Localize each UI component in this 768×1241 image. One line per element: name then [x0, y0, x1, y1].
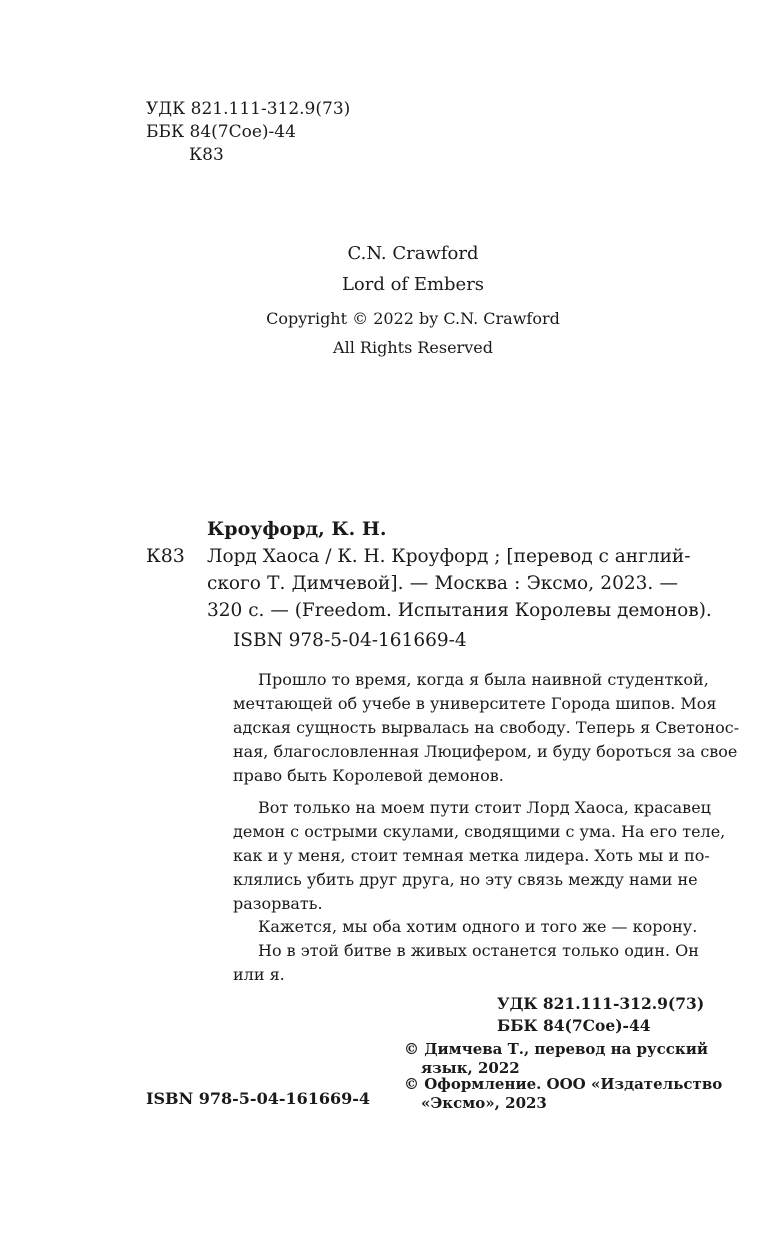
record-author-mark: К83	[146, 545, 185, 567]
translation-copyright: © Димчева Т., перевод на русский	[404, 1040, 708, 1058]
author-mark: К83	[189, 145, 224, 165]
annotation-line: адская сущность вырвалась на свободу. Теперь я Светонос-	[233, 718, 740, 737]
record-line: ского Т. Димчевой]. — Москва : Эксмо, 2023. —	[207, 573, 678, 594]
udk-code: УДК 821.111-312.9(73)	[146, 99, 351, 119]
translation-copyright-cont: язык, 2022	[421, 1059, 520, 1077]
annotation-line: клялись убить друг друга, но эту связь между нами не	[233, 870, 698, 889]
annotation-line: ная, благословленная Люцифером, и буду бороться за свое	[233, 742, 738, 761]
bbk-code-bottom: ББК 84(7Сое)-44	[497, 1016, 651, 1035]
design-copyright: © Оформление. ООО «Издательство	[404, 1075, 723, 1093]
design-copyright-cont: «Эксмо», 2023	[421, 1094, 547, 1112]
annotation-line: Прошло то время, когда я была наивной студенткой,	[258, 670, 709, 689]
annotation-line: Но в этой битве в живых останется только один. Он	[258, 941, 699, 960]
annotation-line: или я.	[233, 965, 285, 984]
isbn-bottom: ISBN 978-5-04-161669-4	[146, 1089, 371, 1108]
annotation-line: как и у меня, стоит темная метка лидера. Хоть мы и по-	[233, 846, 710, 865]
original-author: C.N. Crawford	[347, 243, 479, 264]
annotation-line: демон с острыми скулами, сводящими с ума. На его теле,	[233, 822, 726, 841]
record-isbn: ISBN 978-5-04-161669-4	[233, 630, 467, 651]
udk-code-bottom: УДК 821.111-312.9(73)	[497, 994, 705, 1013]
original-copyright: Copyright © 2022 by C.N. Crawford	[266, 309, 560, 328]
bbk-code: ББК 84(7Сое)-44	[146, 122, 296, 142]
annotation-line: право быть Королевой демонов.	[233, 766, 504, 785]
record-line: Лорд Хаоса / К. Н. Кроуфорд ; [перевод с англий-	[207, 546, 691, 567]
annotation-line: мечтающей об учебе в университете Города шипов. Моя	[233, 694, 717, 713]
annotation-line: Вот только на моем пути стоит Лорд Хаоса, красавец	[258, 798, 711, 817]
record-author-heading: Кроуфорд, К. Н.	[207, 518, 387, 540]
record-line: 320 с. — (Freedom. Испытания Королевы демонов).	[207, 600, 712, 621]
original-rights: All Rights Reserved	[333, 338, 493, 357]
annotation-line: разорвать.	[233, 894, 323, 913]
annotation-line: Кажется, мы оба хотим одного и того же — корону.	[258, 917, 698, 936]
original-title: Lord of Embers	[341, 274, 485, 295]
